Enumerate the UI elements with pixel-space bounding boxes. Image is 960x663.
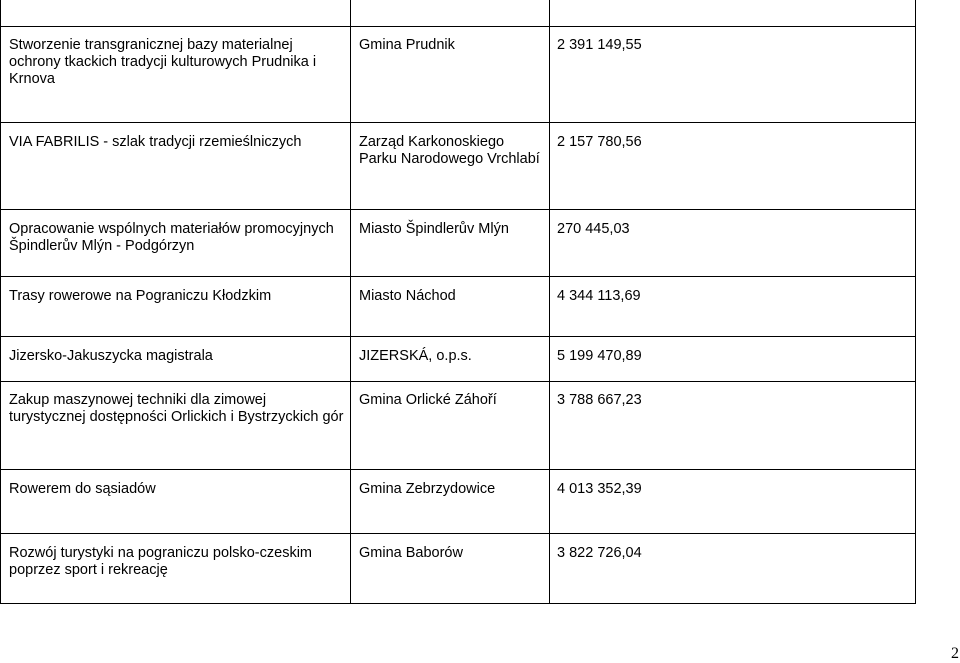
project-title-cell: Rozwój turystyki na pograniczu polsko-czeskim poprzez sport i rekreację (1, 534, 351, 604)
project-title-cell: Trasy rowerowe na Pograniczu Kłodzkim (1, 277, 351, 337)
table-row (1, 210, 916, 277)
table-cell-empty (1, 0, 351, 27)
project-title-cell: Rowerem do sąsiadów (1, 470, 351, 534)
beneficiary-cell: Gmina Baborów (351, 534, 550, 604)
table-row (1, 470, 916, 534)
table-cell-empty (550, 0, 916, 27)
table-row (1, 382, 916, 470)
amount-cell: 4 013 352,39 (550, 470, 916, 534)
amount-cell: 2 157 780,56 (550, 123, 916, 210)
project-title-cell: VIA FABRILIS - szlak tradycji rzemieślniczych (1, 123, 351, 210)
beneficiary-cell: Gmina Zebrzydowice (351, 470, 550, 534)
project-title-cell: Jizersko-Jakuszycka magistrala (1, 337, 351, 382)
table-row (1, 337, 916, 382)
table-row (1, 123, 916, 210)
project-title-cell: Zakup maszynowej techniki dla zimowej turystycznej dostępności Orlickich i Bystrzyckich gór (1, 382, 351, 470)
beneficiary-cell: JIZERSKÁ, o.p.s. (351, 337, 550, 382)
amount-cell: 4 344 113,69 (550, 277, 916, 337)
table-row (1, 277, 916, 337)
amount-cell: 2 391 149,55 (550, 27, 916, 123)
table-cell-empty (351, 0, 550, 27)
beneficiary-cell: Miasto Špindlerův Mlýn (351, 210, 550, 277)
beneficiary-cell: Zarząd Karkonoskiego Parku Narodowego Vrchlabí (351, 123, 550, 210)
table-row-top-partial (1, 0, 916, 27)
beneficiary-cell: Gmina Prudnik (351, 27, 550, 123)
amount-cell: 3 822 726,04 (550, 534, 916, 604)
amount-cell: 5 199 470,89 (550, 337, 916, 382)
project-title-cell: Opracowanie wspólnych materiałów promocyjnych Špindlerův Mlýn - Podgórzyn (1, 210, 351, 277)
beneficiary-cell: Gmina Orlické Záhoří (351, 382, 550, 470)
table-row (1, 27, 916, 123)
beneficiary-cell: Miasto Náchod (351, 277, 550, 337)
page-number: 2 (951, 645, 959, 662)
amount-cell: 270 445,03 (550, 210, 916, 277)
project-title-cell: Stworzenie transgranicznej bazy materialnej ochrony tkackich tradycji kulturowych Prudnika i Krnova (1, 27, 351, 123)
amount-cell: 3 788 667,23 (550, 382, 916, 470)
table-row (1, 534, 916, 604)
